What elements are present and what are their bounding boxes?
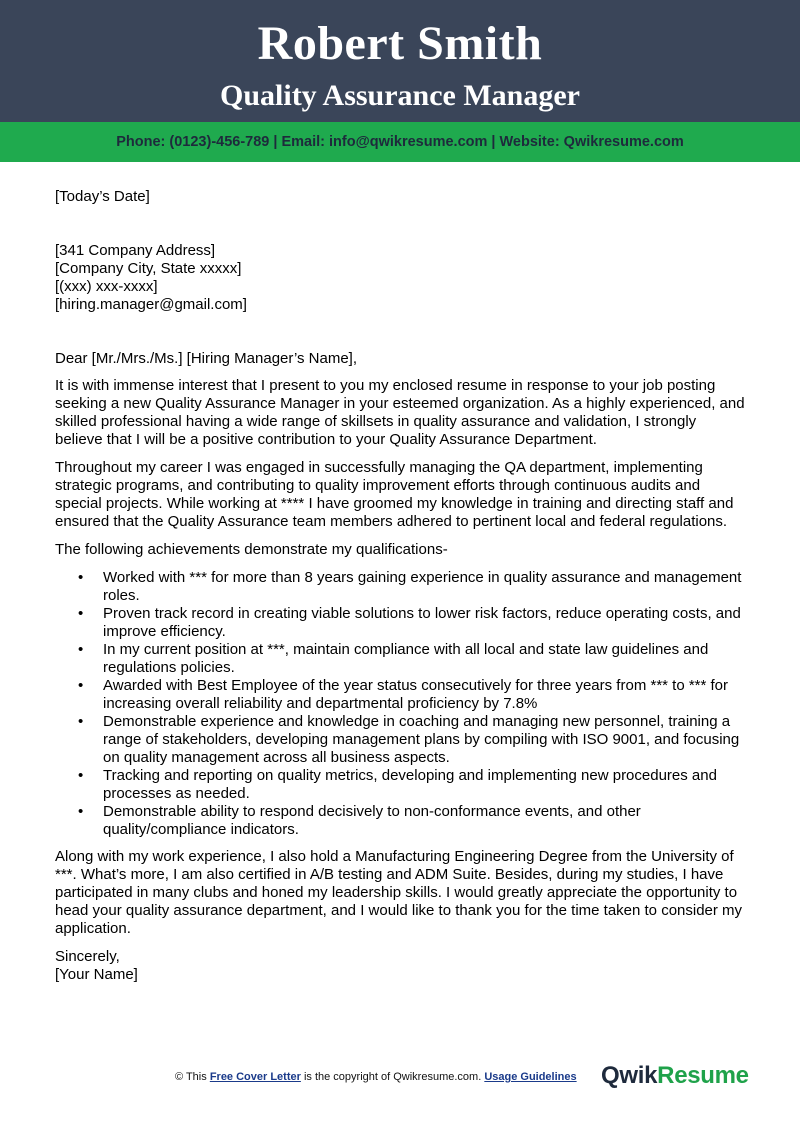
qwikresume-logo[interactable]	[601, 1063, 749, 1089]
free-cover-letter-link[interactable]: Free Cover Letter	[209, 1071, 301, 1083]
letter-date: [Today’s Date]	[55, 188, 150, 205]
achievements-list	[55, 569, 745, 839]
recipient-address	[55, 242, 745, 314]
address-line: [hiring.manager@gmail.com]	[55, 296, 247, 313]
address-line: [Company City, State xxxxx]	[55, 260, 242, 277]
paragraph-intro: It is with immense interest that I present to you my enclosed resume in response to your job posting seeking a new Quality Assurance Manager in your esteemed organization. As a highly experienced, and skilled professional having a wide range of skillsets in quality assurance and validation, I strongly believe that I will be a positive contribution to your Quality Assurance Department.	[55, 377, 745, 448]
logo-text-resume: Resume	[657, 1062, 749, 1089]
paragraph-education: Along with my work experience, I also hold a Manufacturing Engineering Degree from the University of ***. What’s more, I am also certified in A/B testing and ADM Suite. Besides, during my studies, I have participated in many clubs and honed my leadership skills. I would greatly appreciate the opportunity to head your quality assurance department, and I would like to thank you for the time taken to consider my application.	[55, 848, 743, 937]
copyright-middle: is the copyright of Qwikresume.com.	[300, 1071, 485, 1083]
job-title: Quality Assurance Manager	[220, 79, 580, 112]
logo-text-qwik: Qwik	[601, 1062, 658, 1089]
list-item: • Awarded with Best Employee of the year status consecutively for three years from *** to *** for increasing overall reliability and departmental proficiency by 7.8%	[103, 677, 745, 713]
usage-guidelines-link[interactable]: Usage Guidelines	[484, 1071, 577, 1083]
letter-body	[55, 188, 745, 984]
list-item: • Demonstrable ability to respond decisively to non-conformance events, and other quality/compliance indicators.	[103, 803, 745, 839]
list-item: • In my current position at ***, maintain compliance with all local and state law guidelines and regulations policies.	[103, 641, 745, 677]
closing: Sincerely,	[55, 948, 120, 965]
signature: [Your Name]	[55, 966, 138, 983]
salutation: Dear [Mr./Mrs./Ms.] [Hiring Manager’s Name],	[55, 350, 358, 367]
list-item: • Proven track record in creating viable solutions to lower risk factors, reduce operating costs, and improve efficiency.	[103, 605, 745, 641]
address-line: [341 Company Address]	[55, 242, 216, 259]
header-banner	[0, 0, 800, 122]
list-item: • Demonstrable experience and knowledge in coaching and managing new personnel, training a range of stakeholders, developing management plans by compiling with ISO 9001, and focusing on quality management across all business aspects.	[103, 713, 745, 767]
copyright-notice	[175, 1070, 577, 1084]
list-item: • Tracking and reporting on quality metrics, developing and implementing new procedures and processes as needed.	[103, 767, 745, 803]
address-line: [(xxx) xxx-xxxx]	[55, 278, 158, 295]
copyright-prefix: © This	[175, 1071, 210, 1083]
achievements-intro: The following achievements demonstrate my qualifications-	[55, 541, 448, 558]
candidate-name: Robert Smith	[257, 17, 543, 70]
paragraph-career: Throughout my career I was engaged in successfully managing the QA department, implementing strategic programs, and contributing to quality improvement efforts through continuous audits and special projects. While working at **** I have groomed my knowledge in training and directing staff and ensured that the Quality Assurance team members adhered to pertinent local and federal regulations.	[55, 459, 734, 530]
contact-bar: Phone: (0123)-456-789 | Email: info@qwikresume.com | Website: Qwikresume.com	[0, 122, 800, 162]
list-item: • Worked with *** for more than 8 years gaining experience in quality assurance and management roles.	[103, 569, 745, 605]
